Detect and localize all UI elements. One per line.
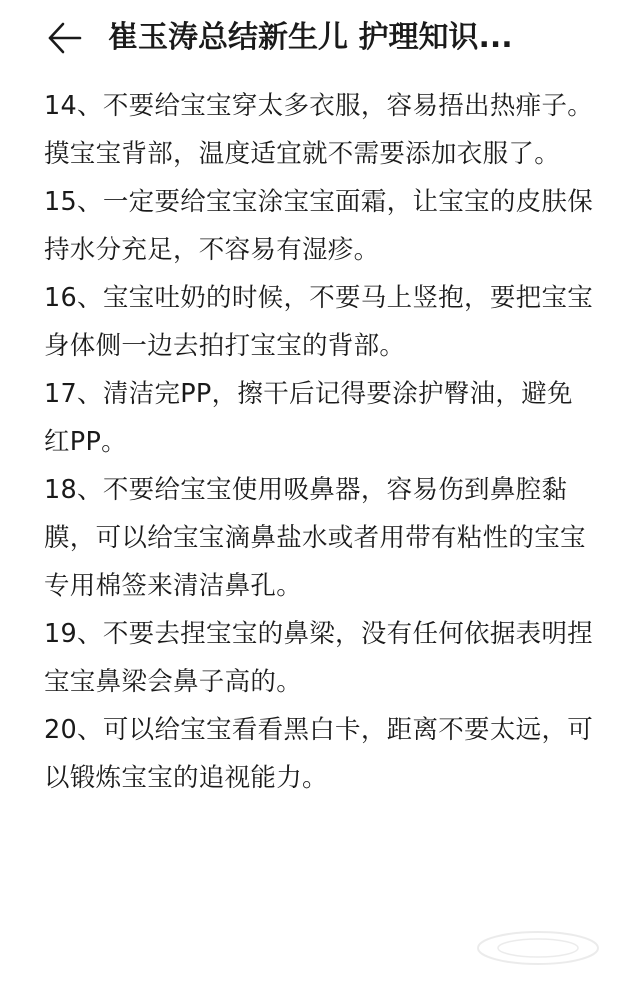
tip-15: 15、一定要给宝宝涂宝宝面霜，让宝宝的皮肤保持水分充足，不容易有湿疹。 [44, 187, 594, 265]
watermark-logo [468, 922, 608, 972]
tip-14: 14、不要给宝宝穿太多衣服，容易捂出热痱子。摸宝宝背部，温度适宜就不需要添加衣服了。 [44, 91, 594, 169]
arrow-left-icon [44, 18, 84, 58]
tip-19: 19、不要去捏宝宝的鼻梁，没有任何依据表明捏宝宝鼻梁会鼻子高的。 [44, 619, 594, 697]
page-title: 崔玉涛总结新生儿 护理知识... [108, 20, 513, 55]
app-header [0, 0, 630, 76]
back-button[interactable] [40, 14, 88, 62]
tip-20: 20、可以给宝宝看看黑白卡，距离不要太远，可以锻炼宝宝的追视能力。 [44, 715, 594, 793]
tip-17: 17、清洁完PP，擦干后记得要涂护臀油，避免红PP。 [44, 379, 573, 457]
article-body [44, 82, 594, 802]
tip-18: 18、不要给宝宝使用吸鼻器，容易伤到鼻腔黏膜，可以给宝宝滴鼻盐水或者用带有粘性的宝宝专用棉签来清洁鼻孔。 [44, 475, 586, 601]
tip-16: 16、宝宝吐奶的时候，不要马上竖抱，要把宝宝身体侧一边去拍打宝宝的背部。 [44, 283, 594, 361]
